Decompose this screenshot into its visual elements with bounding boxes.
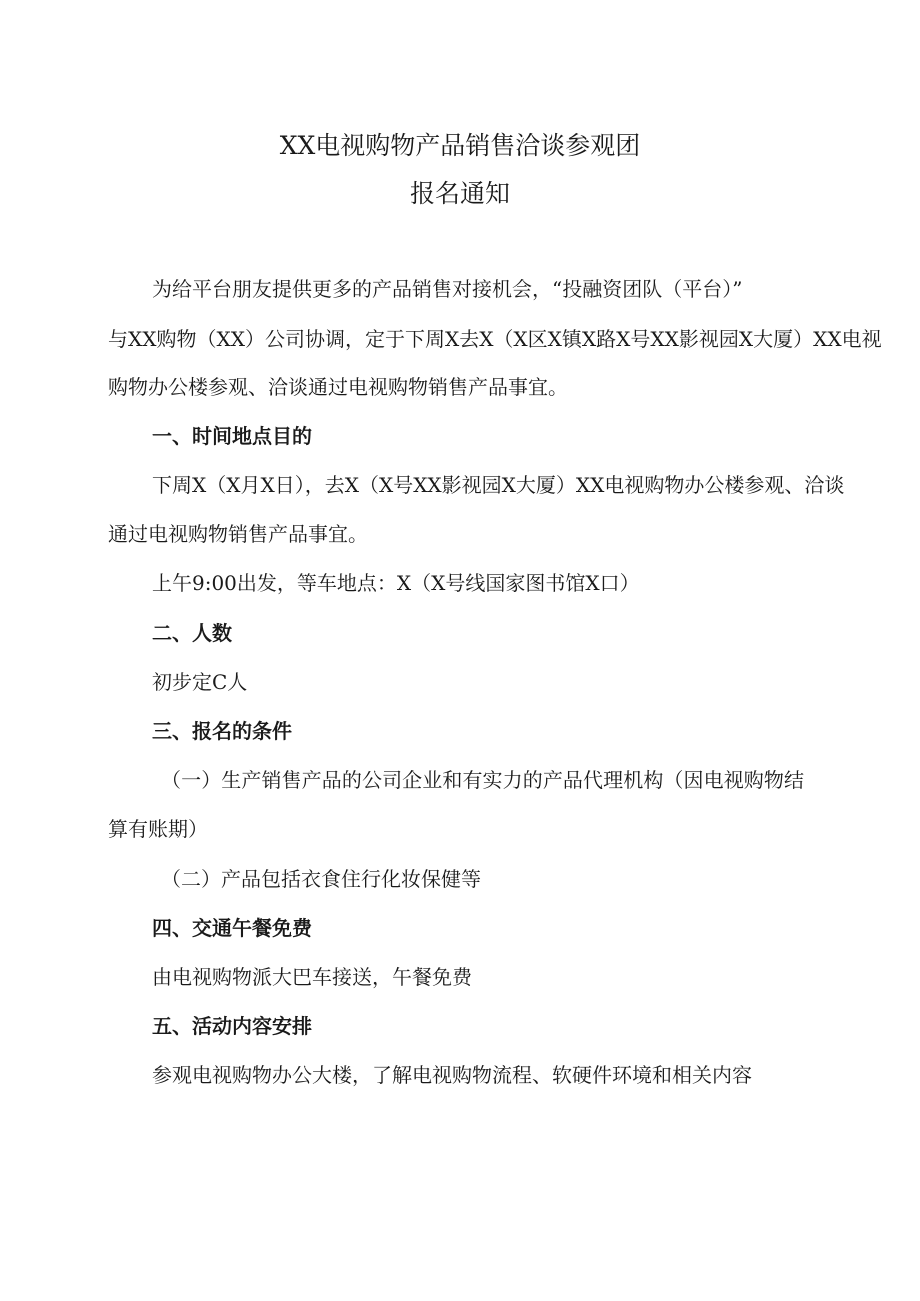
document-subtitle: 报名通知 bbox=[409, 179, 510, 208]
section-4-line-1: 由电视购物派大巴车接送，午餐免费 bbox=[152, 965, 472, 989]
section-3-item-1-line-1: （一）生产销售产品的公司企业和有实力的产品代理机构（因电视购物结 bbox=[161, 768, 804, 792]
section-1-heading: 一、时间地点目的 bbox=[152, 424, 312, 448]
intro-line-3: 购物办公楼参观、洽谈通过电视购物销售产品事宜。 bbox=[108, 375, 568, 399]
section-1-line-3: 上午9:00出发，等车地点：X（X号线国家图书馆X口） bbox=[152, 571, 640, 595]
intro-line-1: 为给平台朋友提供更多的产品销售对接机会，“投融资团队（平台）” bbox=[152, 277, 743, 301]
section-5-line-1: 参观电视购物办公大楼，了解电视购物流程、软硬件环境和相关内容 bbox=[152, 1063, 752, 1087]
section-3-heading: 三、报名的条件 bbox=[152, 719, 292, 743]
section-1-line-2: 通过电视购物销售产品事宜。 bbox=[108, 522, 368, 546]
intro-line-2: 与XX购物（XX）公司协调，定于下周X去X（X区X镇X路X号XX影视园X大厦）XX电视 bbox=[108, 327, 882, 351]
document-title: XX电视购物产品销售洽谈参观团 bbox=[279, 131, 641, 160]
section-3-item-2: （二）产品包括衣食住行化妆保健等 bbox=[161, 867, 481, 891]
section-4-heading: 四、交通午餐免费 bbox=[152, 916, 312, 940]
section-2-heading: 二、人数 bbox=[152, 621, 232, 645]
section-5-heading: 五、活动内容安排 bbox=[152, 1014, 312, 1038]
section-3-item-1-line-2: 算有账期） bbox=[108, 817, 208, 841]
section-1-line-1: 下周X（X月X日），去X（X号XX影视园X大厦）XX电视购物办公楼参观、洽谈 bbox=[152, 473, 845, 497]
section-2-line-1: 初步定C人 bbox=[152, 670, 248, 694]
